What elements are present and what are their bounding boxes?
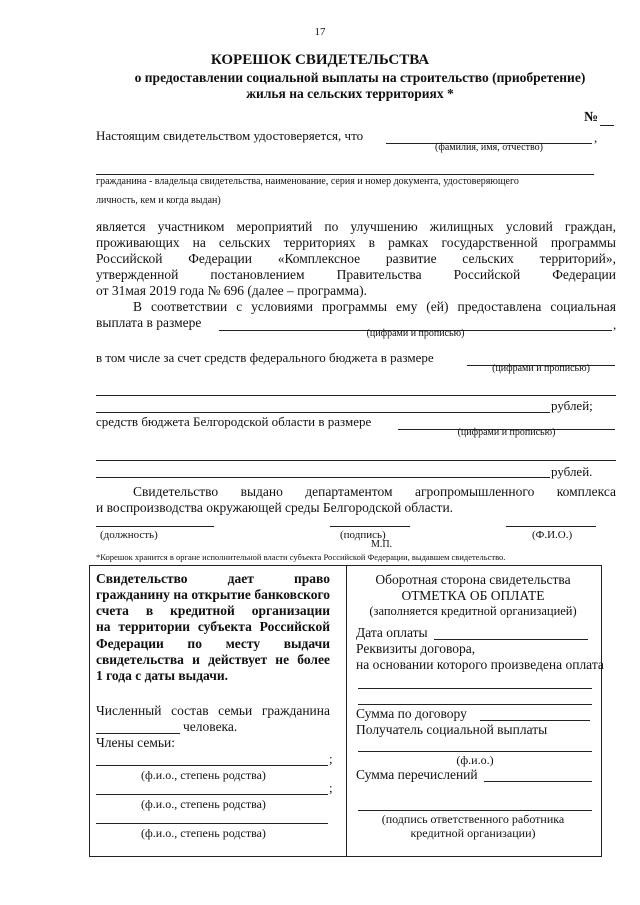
family-members-label: Члены семьи: [96, 735, 175, 750]
validity-line-2: гражданину на открытие банковского [96, 587, 330, 602]
payment-date-label: Дата оплаты [356, 625, 428, 640]
transfer-sum-line [484, 781, 592, 782]
stamp-caption: М.П. [371, 539, 393, 550]
participant-line-5: от 31мая 2019 года № 696 (далее – программа). [96, 283, 367, 298]
participant-line-2: проживающих на сельских территориях в рамках государственной программы [96, 235, 616, 250]
family-count-line-2: человека. [183, 719, 238, 734]
transfer-sum-label: Сумма перечислений [356, 767, 478, 782]
participant-line-1: является участником мероприятий по улучшению жилищных условий граждан, [96, 219, 616, 234]
validity-line-5: Федерации по месту выдачи [96, 636, 330, 651]
regional-rubles: рублей. [551, 464, 593, 479]
federal-amount-line-3 [96, 412, 550, 413]
filled-by-bank-note: (заполняется кредитной организацией) [369, 604, 577, 618]
citizen-caption-1: гражданина - владельца свидетельства, наименование, серия и номер документа, удостоверяющего [96, 176, 519, 187]
bank-signature-caption-1: (подпись ответственного работника [381, 812, 565, 826]
citizen-line [96, 174, 594, 175]
contract-sum-label: Сумма по договору [356, 706, 467, 721]
contract-details-label: Реквизиты договора, [356, 641, 476, 656]
position-line [96, 526, 214, 527]
member-line-3 [96, 823, 328, 824]
fio-caption: (Ф.И.О.) [532, 529, 573, 541]
validity-line-6: свидетельства и действует не более [96, 652, 330, 667]
regional-amount-caption: (цифрами и прописью) [457, 427, 556, 438]
regional-budget-label: средств бюджета Белгородской области в размере [96, 414, 372, 429]
family-count-line-1: Численный состав семьи гражданина [96, 703, 330, 718]
member-caption-1: (ф.и.о., степень родства) [141, 768, 266, 782]
participant-line-4: утвержденной постановлением Правительства Российской Федерации [96, 267, 616, 282]
issued-line-2: и воспроизводства окружающей среды Белгородской области. [96, 500, 454, 515]
member-caption-2: (ф.и.о., степень родства) [141, 797, 266, 811]
validity-line-1: Свидетельство дает право [96, 571, 330, 586]
recipient-caption: (ф.и.о.) [456, 753, 494, 767]
payment-date-line [434, 639, 588, 640]
contract-line-1 [358, 688, 592, 689]
page-number: 17 [314, 26, 326, 38]
federal-amount-line-2 [96, 395, 616, 396]
citizen-caption-2: личность, кем и когда выдан) [96, 195, 221, 206]
federal-amount-caption: (цифрами и прописью) [492, 363, 590, 374]
reverse-side-title: Оборотная сторона свидетельства [375, 572, 571, 587]
recipient-label: Получатель социальной выплаты [356, 722, 548, 737]
federal-budget-label: в том числе за счет средств федерального бюджета в размере [96, 350, 434, 365]
bank-signature-line [358, 810, 592, 811]
contract-sum-line [480, 720, 590, 721]
certificate-number-label: № [584, 110, 599, 125]
payment-line-2: выплата в размере [96, 315, 202, 330]
member-line-2 [96, 794, 328, 795]
issued-line-1: Свидетельство выдано департаментом агропромышленного комплекса [133, 484, 616, 499]
regional-amount-line-3 [96, 477, 550, 478]
position-caption: (должность) [100, 529, 158, 541]
validity-line-7: 1 года с даты выдачи. [96, 668, 229, 683]
document-page: 17 КОРЕШОК СВИДЕТЕЛЬСТВА о предоставлении социальной выплаты на строительство (приобретение) жилья на сельских территориях * № Настоящим свидетельством удостоверяется, что , (фамилия, имя, отчество) гражданина - владельца свидетельства, наименование, серия и номер документа, удостоверяющего личность, кем и когда выдан) является участником мероприятий по улучшению жилищных условий граждан, проживающих на сельских территориях в рамках государственной программы Российской Федерации «Комплексное развитие сельских территорий», утвержденной постановлением Правительства Российской Федерации от 31мая 2019 года № 696 (далее – программа). В соответствии с условиями программы ему (ей) предоставлена социальная выплата в размере , (цифрами и прописью) в том числе за счет средств федерального бюджета в размере (цифрами и прописью) рублей; средств бюджета Белгородской области в размере (цифрами и прописью) рублей. Свидетельство выдано департаментом агропромышленного комплекса и воспроизводства окружающей среды Белгородской области. (должность) (подпись) М.П. (Ф.И.О.) *Корешок хранится в органе исполнительной власти субъекта Российской Федерации, выдавшем свидетельство. Свидетельство дает право гражданину на открытие банковского счета в кредитной организации на территории субъекта Российской Федерации по месту выдачи свидетельства и действует не более 1 года с даты выдачи. Численный состав семьи гражданина человека. Члены семьи: ; (ф.и.о., степень родства) ; (ф.и.о., степень родства) (ф.и.о., степень родства) Оборотная сторона свидетельства ОТМЕТКА ОБ ОПЛАТЕ (заполняется кредитной организацией) Дата оплаты Реквизиты договора, на основании которого произведена оплата Сумма по договору Получатель социальной выплаты (ф.и.о.) Сумма перечислений (подпись ответственного работника кредитной организации) [0, 0, 640, 905]
payment-mark-title: ОТМЕТКА ОБ ОПЛАТЕ [401, 588, 545, 603]
contract-line-2 [358, 704, 592, 705]
family-count-line [96, 733, 180, 734]
contract-basis-label: на основании которого произведена оплата [356, 657, 604, 672]
federal-rubles: рублей; [551, 398, 593, 413]
signature-caption: (подпись) [340, 529, 386, 541]
member-caption-3: (ф.и.о., степень родства) [141, 826, 266, 840]
payment-amount-caption: (цифрами и прописью) [366, 328, 465, 339]
participant-line-3: Российской Федерации «Комплексное развитие сельских территорий», [96, 251, 616, 266]
fio-line [506, 526, 596, 527]
stub-subtitle-line1: о предоставлении социальной выплаты на строительство (приобретение) [134, 70, 586, 85]
footnote: *Корешок хранится в органе исполнительной власти субъекта Российской Федерации, выдавшем свидетельство. [96, 552, 506, 562]
fullname-caption: (фамилия, имя, отчество) [435, 142, 543, 153]
validity-line-4: на территории субъекта Российской [96, 619, 330, 634]
signature-line [330, 526, 410, 527]
recipient-line [358, 751, 592, 752]
certifies-text: Настоящим свидетельством удостоверяется, что [96, 128, 364, 143]
regional-amount-line-2 [96, 460, 616, 461]
bank-signature-caption-2: кредитной организации) [410, 826, 536, 840]
validity-line-3: счета в кредитной организации [96, 603, 330, 618]
payment-line-1: В соответствии с условиями программы ему (ей) предоставлена социальная [133, 299, 616, 314]
stub-subtitle-line2: жилья на сельских территориях * [246, 86, 454, 101]
certificate-number-line [600, 125, 614, 126]
stub-title: КОРЕШОК СВИДЕТЕЛЬСТВА [210, 52, 430, 68]
member-line-1 [96, 765, 328, 766]
